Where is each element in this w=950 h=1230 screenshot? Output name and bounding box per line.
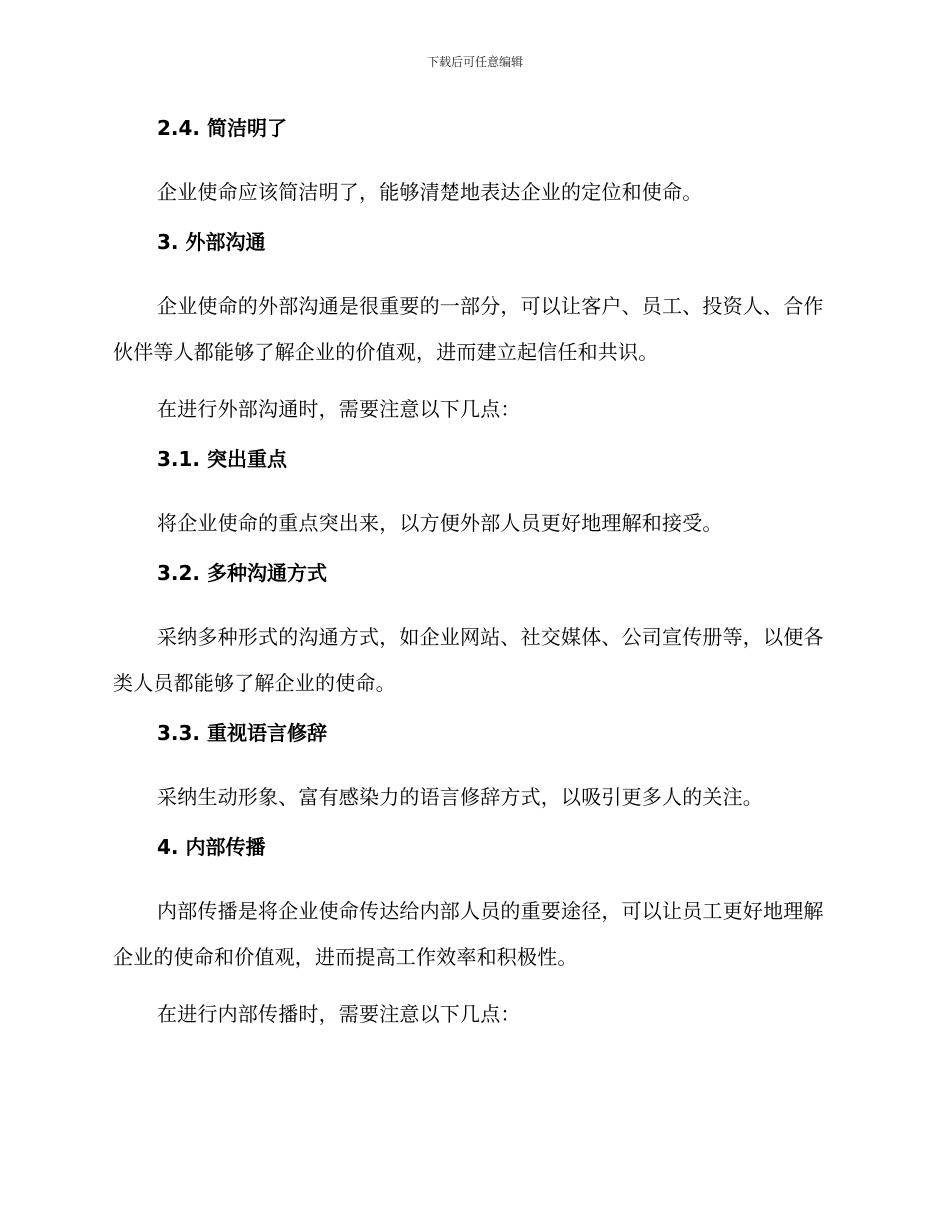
section-heading-2-4: 2.4. 简洁明了 [157, 116, 287, 140]
section-heading-3-1: 3.1. 突出重点 [157, 447, 287, 471]
page-header: 下载后可任意编辑 [426, 55, 523, 69]
paragraph-highlight-focus: 将企业使命的重点突出来，以方便外部人员更好地理解和接受。 [157, 511, 723, 535]
section-heading-4: 4. 内部传播 [157, 835, 266, 859]
paragraph-language-rhetoric: 采纳生动形象、富有感染力的语言修辞方式，以吸引更多人的关注。 [157, 785, 763, 809]
section-heading-3-2: 3.2. 多种沟通方式 [157, 561, 327, 585]
paragraph-external-communication: 企业使命的外部沟通是很重要的一部分，可以让客户、员工、投资人、合作伙伴等人都能够了解企业的价值观，进而建立起信任和共识。 [113, 294, 824, 364]
section-heading-3: 3. 外部沟通 [157, 230, 266, 254]
paragraph-internal-communication: 内部传播是将企业使命传达给内部人员的重要途径，可以让员工更好地理解企业的使命和价值观，进而提高工作效率和积极性。 [113, 899, 824, 969]
paragraph-external-notes: 在进行外部沟通时，需要注意以下几点： [157, 397, 521, 421]
paragraph-concise: 企业使命应该简洁明了，能够清楚地表达企业的定位和使命。 [157, 180, 703, 204]
paragraph-internal-notes: 在进行内部传播时，需要注意以下几点： [157, 1002, 521, 1026]
section-heading-3-3: 3.3. 重视语言修辞 [157, 721, 327, 745]
document-body [113, 112, 835, 1048]
paragraph-multiple-channels: 采纳多种形式的沟通方式，如企业网站、社交媒体、公司宣传册等，以便各类人员都能够了解企业的使命。 [113, 625, 824, 695]
